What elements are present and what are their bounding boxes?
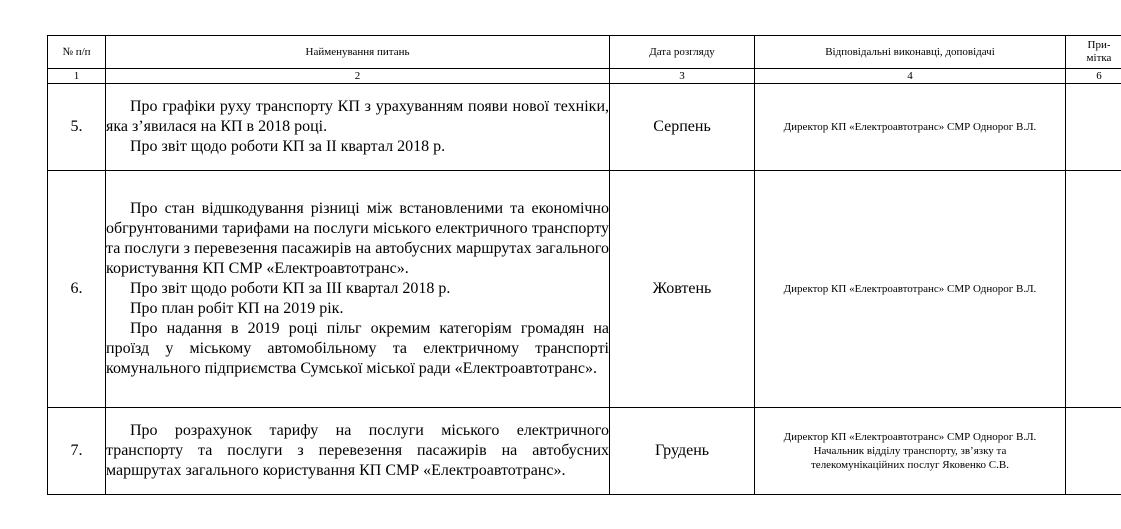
note-cell [1066, 408, 1121, 495]
review-date: Грудень [610, 408, 755, 495]
issue-item: Про розрахунок тарифу на послуги міського електричного транспорту та послуги з перевезення пасажирів на автобусних маршрутах загального користування КП СМР «Електроавтотранс». [106, 422, 609, 479]
responsible-cell [755, 84, 1066, 171]
column-number: 3 [610, 69, 755, 84]
row-number: 5. [48, 84, 106, 171]
issue-item: Про план робіт КП на 2019 рік. [130, 300, 344, 317]
issues-cell [106, 408, 610, 495]
header-note-part1: При- [1087, 39, 1111, 51]
header-responsible: Відповідальні виконавці, доповідачі [755, 36, 1066, 69]
issues-cell [106, 84, 610, 171]
note-cell [1066, 84, 1121, 171]
issues-cell [106, 171, 610, 408]
issue-item: Про звіт щодо роботи КП за ІІ квартал 2018 р. [130, 138, 446, 155]
column-number: 2 [106, 69, 610, 84]
review-date: Жовтень [610, 171, 755, 408]
header-issues: Найменування питань [106, 36, 610, 69]
table-row [48, 408, 1121, 495]
header-note [1066, 36, 1121, 69]
plan-table [47, 35, 1121, 495]
responsible-line: Директор КП «Електроавтотранс» СМР Однорог В.Л. [783, 283, 1037, 295]
column-number-row [48, 69, 1121, 84]
responsible-cell [755, 408, 1066, 495]
row-number: 6. [48, 171, 106, 408]
table-row [48, 84, 1121, 171]
column-number: 6 [1066, 69, 1121, 84]
note-cell [1066, 171, 1121, 408]
header-row [48, 36, 1121, 69]
header-note-part2: мітка [1086, 52, 1112, 64]
header-no: № п/п [48, 36, 106, 69]
responsible-line: Директор КП «Електроавтотранс» СМР Однорог В.Л. [783, 431, 1037, 443]
responsible-line: Директор КП «Електроавтотранс» СМР Однорог В.Л. [783, 121, 1037, 133]
responsible-line: телекомунікаційних послуг Яковенко С.В. [811, 459, 1009, 471]
issue-item: Про надання в 2019 році пільг окремим категоріям громадян на проїзд у міському автомобільному та електричному транспорті комунального підприємства Сумської міської ради «Електроавтотранс». [106, 320, 609, 377]
table-row [48, 171, 1121, 408]
column-number: 1 [48, 69, 106, 84]
responsible-cell [755, 171, 1066, 408]
issue-item: Про звіт щодо роботи КП за ІІІ квартал 2018 р. [130, 280, 451, 297]
header-date: Дата розгляду [610, 36, 755, 69]
column-number: 4 [755, 69, 1066, 84]
responsible-line: Начальник відділу транспорту, зв’язку та [813, 445, 1007, 457]
issue-item: Про стан відшкодування різниці між встановленими та економічно обгрунтованими тарифами на послуги міського електричного транспорту та послуги з перевезення пасажирів на автобусних маршрутах загального користування КП СМР «Електроавтотранс». [106, 200, 609, 277]
review-date: Серпень [610, 84, 755, 171]
issue-item: Про графіки руху транспорту КП з урахуванням появи нової техніки, яка з’явилася на КП в 2018 році. [106, 98, 609, 135]
row-number: 7. [48, 408, 106, 495]
